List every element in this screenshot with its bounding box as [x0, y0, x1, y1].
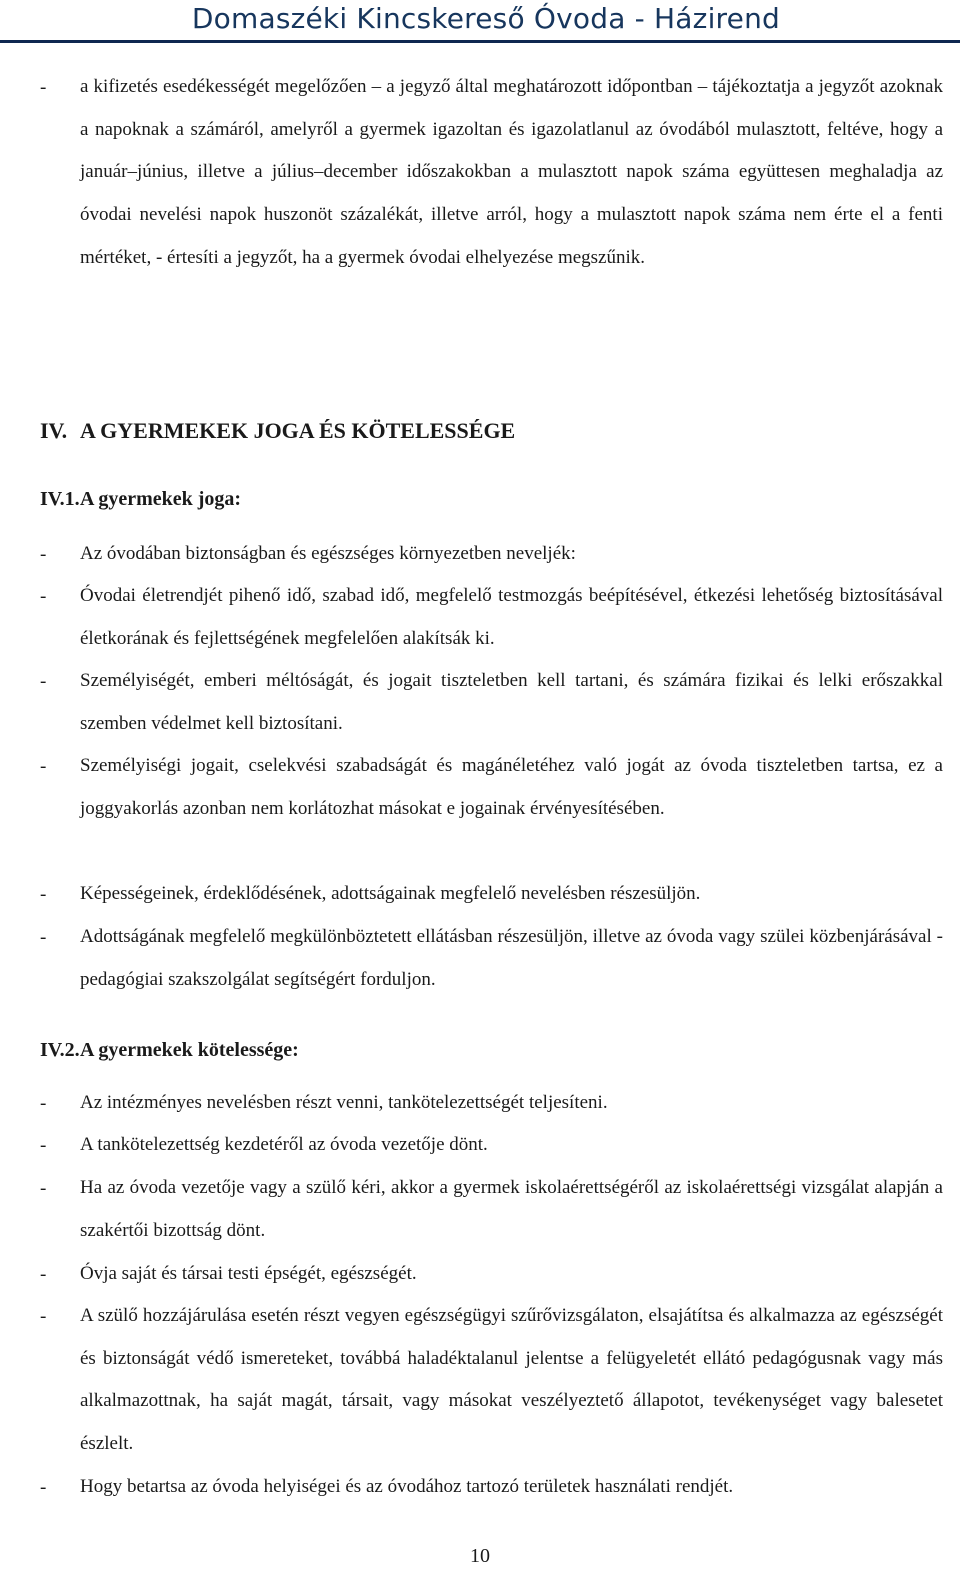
rights-item-3: Személyiségét, emberi méltóságát, és jogait tiszteletben kell tartani, és számára fizikai és lelki erőszakkal szemben védelmet kell biztosítani.: [80, 670, 943, 734]
page-header: [0, 0, 960, 44]
header-title: Domaszéki Kincskereső Óvoda - Házirend: [191, 2, 780, 35]
list-dash: -: [40, 1178, 47, 1199]
list-dash: -: [40, 1477, 47, 1498]
page-number: 10: [470, 1545, 490, 1567]
intro-paragraph: a kifizetés esedékességét megelőzően – a jegyző által meghatározott időpontban – tájékoztatja a jegyzőt azoknak a napoknak a számáról, amelyről a gyermek igazoltan és igazolatlanul az óvodából mulasztott, feltéve, hogy a január–június, illetve a július–december időszakokban a mulasztott napok száma együttesen meghaladja az óvodai nevelési napok huszonöt százalékát, illetve arról, hogy a mulasztott napok száma nem érte el a fenti mértéket, - értesíti a jegyzőt, ha a gyermek óvodai elhelyezése megszűnik.: [80, 76, 943, 268]
rights-number: IV.1.: [40, 488, 80, 510]
duties-item-5: A szülő hozzájárulása esetén részt vegyen egészségügyi szűrővizsgálaton, elsajátítsa és alkalmazza az egészségét és biztonságát védő ismereteket, továbbá haladéktalanul jelentse a felügyeletét ellátó pedagógusnak vagy más alkalmazottnak, ha saját magát, társait, vagy másokat veszélyeztető állapotot, tevékenységet vagy balesetet észlelt.: [80, 1305, 943, 1455]
rights-item-4: Személyiségi jogait, cselekvési szabadságát és magánéletéhez való jogát az óvoda tiszteletben tartsa, ez a joggyakorlás azonban nem korlátozhat másokat e jogainak érvényesítésében.: [80, 755, 943, 819]
duties-item-6: Hogy betartsa az óvoda helyiségei és az óvodához tartozó területek használati rendjét.: [80, 1476, 734, 1497]
duties-item-3: Ha az óvoda vezetője vagy a szülő kéri, akkor a gyermek iskolaérettségéről az iskolaérettségi vizsgálat alapján a szakértői bizottság dönt.: [80, 1177, 943, 1241]
rights-title: A gyermekek joga:: [80, 488, 242, 510]
list-dash: -: [40, 756, 47, 777]
duties-number: IV.2.: [40, 1039, 80, 1061]
list-dash: -: [40, 927, 47, 948]
list-dash: -: [40, 544, 47, 565]
duties-item-1: Az intézményes nevelésben részt venni, tankötelezettségét teljesíteni.: [80, 1092, 608, 1113]
list-dash: -: [40, 1264, 47, 1285]
rights-item-2: Óvodai életrendjét pihenő idő, szabad idő, megfelelő testmozgás beépítésével, étkezési lehetőség biztosításával életkorának és fejlettségének megfelelően alakítsák ki.: [80, 585, 943, 649]
list-dash: -: [40, 586, 47, 607]
rights-item-6: Adottságának megfelelő megkülönböztetett ellátásban részesüljön, illetve az óvoda vagy szülei közbenjárásával - pedagógiai szakszolgálat segítségért forduljon.: [80, 926, 943, 990]
list-dash: -: [40, 1306, 47, 1327]
rights-item-1: Az óvodában biztonságban és egészséges környezetben neveljék:: [80, 543, 576, 564]
duties-item-2: A tankötelezettség kezdetéről az óvoda vezetője dönt.: [80, 1134, 488, 1155]
list-dash: -: [40, 1135, 47, 1156]
duties-title: A gyermekek kötelessége:: [80, 1039, 299, 1061]
duties-item-4: Óvja saját és társai testi épségét, egészségét.: [80, 1263, 417, 1284]
rights-item-5: Képességeinek, érdeklődésének, adottságainak megfelelő nevelésben részesüljön.: [80, 883, 701, 904]
list-dash: -: [40, 1093, 47, 1114]
list-dash: -: [40, 671, 47, 692]
list-dash: -: [40, 884, 47, 905]
section-title: A GYERMEKEK JOGA ÉS KÖTELESSÉGE: [80, 418, 516, 443]
header-rule: [0, 40, 960, 43]
section-number: IV.: [40, 418, 68, 443]
list-dash: -: [40, 77, 47, 98]
